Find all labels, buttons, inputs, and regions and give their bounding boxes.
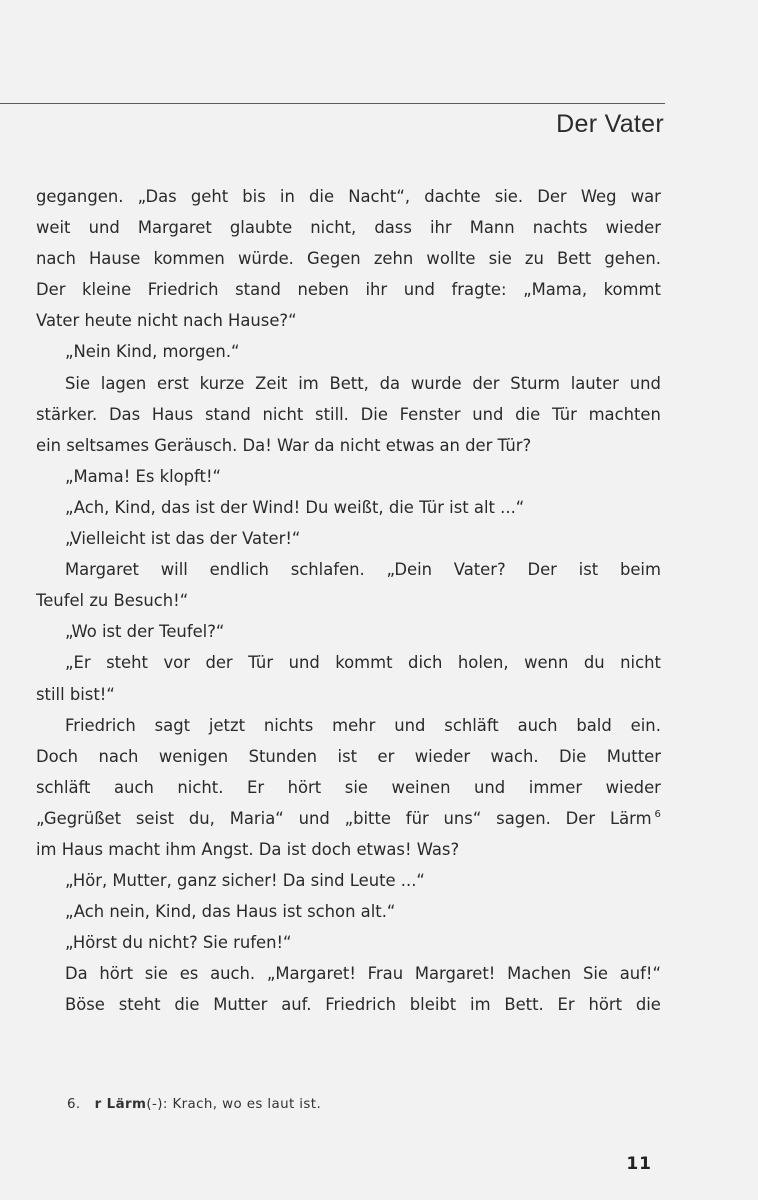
word: und	[88, 218, 120, 238]
word: nach	[36, 249, 76, 269]
line-text: „Ach, Kind, das ist der Wind! Du weißt, die Tür ist alt ...“	[65, 497, 525, 517]
text-line	[36, 305, 661, 336]
word: Sie	[65, 373, 91, 393]
word: steht	[118, 995, 161, 1015]
word: die	[635, 995, 661, 1015]
word: nicht,	[310, 218, 357, 238]
word: sagt	[154, 715, 191, 735]
word: der	[205, 653, 233, 673]
word: Bett,	[329, 373, 369, 393]
word: Margaret	[137, 218, 212, 238]
word: glaubte	[229, 218, 293, 238]
word: und	[472, 404, 504, 424]
footnote	[67, 1097, 321, 1112]
body-text	[36, 181, 661, 1021]
word: bleibt	[409, 995, 457, 1015]
word: Er	[557, 995, 575, 1015]
word: seist	[135, 808, 175, 828]
word: Der	[36, 280, 66, 300]
word: weit	[36, 218, 71, 238]
line-text: Vater heute nicht nach Hause?“	[36, 311, 297, 331]
word: ist	[337, 746, 358, 766]
word: Vater?	[453, 560, 506, 580]
word: auch	[114, 777, 154, 797]
word: Fenster	[399, 404, 461, 424]
word: weinen	[391, 777, 451, 797]
text-line	[36, 243, 661, 274]
word: beim	[619, 560, 661, 580]
word: auf!“	[619, 964, 661, 984]
word: wenn	[524, 653, 569, 673]
line-text: „Wo ist der Teufel?“	[65, 622, 225, 642]
word: ist	[578, 560, 599, 580]
word: schläft	[36, 777, 91, 797]
word: „Margaret!	[266, 964, 356, 984]
word: Friedrich	[147, 280, 219, 300]
text-line	[36, 399, 661, 430]
word: Doch	[36, 746, 79, 766]
word: die	[174, 995, 200, 1015]
word: Tür	[248, 653, 274, 673]
word: bald	[576, 715, 612, 735]
word: dass	[374, 218, 412, 238]
word: Friedrich	[325, 995, 396, 1015]
word: nichts	[263, 715, 314, 735]
word: erst	[157, 373, 189, 393]
word: nicht	[262, 404, 304, 424]
word: will	[160, 560, 188, 580]
text-line	[36, 181, 661, 212]
word: Der	[527, 560, 557, 580]
word: Margaret!	[414, 964, 496, 984]
word: und	[403, 280, 435, 300]
word: schläft	[444, 715, 499, 735]
word: holen,	[457, 653, 509, 673]
word: hört	[99, 964, 134, 984]
word: wollte	[426, 249, 476, 269]
word: bis	[242, 187, 266, 206]
word: steht	[106, 653, 148, 673]
word: und	[629, 373, 661, 393]
word: „Mama,	[523, 280, 588, 300]
word: und	[298, 808, 330, 828]
word: Bett	[557, 249, 592, 269]
chapter-title: Der Vater	[556, 110, 664, 138]
word: war	[630, 187, 661, 206]
word: Der	[537, 187, 567, 206]
word: hört	[287, 777, 322, 797]
word: uns“	[443, 808, 482, 828]
word: Friedrich	[65, 715, 136, 735]
word: still.	[315, 404, 349, 424]
word: endlich	[209, 560, 269, 580]
word: Bett.	[504, 995, 544, 1015]
word: immer	[528, 777, 583, 797]
word: Der	[565, 808, 596, 828]
text-line	[36, 927, 661, 958]
word: Tür	[551, 404, 577, 424]
text-line	[36, 958, 661, 989]
text-line	[36, 865, 661, 896]
word: würde.	[237, 249, 294, 269]
line-text: im Haus macht ihm Angst. Da ist doch etwas! Was?	[36, 839, 460, 859]
word: auch	[517, 715, 558, 735]
word: wach.	[490, 746, 539, 766]
word: Sie	[582, 964, 608, 984]
word: er	[377, 746, 395, 766]
word: „bitte	[344, 808, 391, 828]
word: machten	[588, 404, 661, 424]
line-text: „Vielleicht ist das der Vater!“	[65, 529, 301, 549]
word: ihr	[365, 280, 388, 300]
word: auf.	[281, 995, 312, 1015]
word: nachts	[532, 218, 588, 238]
word: im	[470, 995, 491, 1015]
word: und	[394, 715, 426, 735]
word: zu	[524, 249, 544, 269]
word: geht	[190, 187, 229, 206]
text-line	[36, 492, 661, 523]
text-line	[36, 585, 661, 616]
word: du,	[188, 808, 215, 828]
word: Lärm $^6$	[609, 808, 661, 828]
word: kommt	[603, 280, 661, 300]
word: fragte:	[451, 280, 507, 300]
word: Frau	[367, 964, 404, 984]
word: sie.	[494, 187, 524, 206]
word: sie	[144, 964, 168, 984]
text-line	[36, 679, 661, 710]
word: die	[515, 404, 541, 424]
text-line	[36, 647, 661, 678]
word: Machen	[507, 964, 572, 984]
word: stand	[204, 404, 251, 424]
word: und	[288, 653, 320, 673]
line-text: „Mama! Es klopft!“	[65, 466, 222, 486]
text-line	[36, 461, 661, 492]
text-line	[36, 336, 661, 367]
word: dich	[408, 653, 443, 673]
word: sagen.	[496, 808, 551, 828]
word: sie	[488, 249, 512, 269]
word: Das	[108, 404, 141, 424]
text-line	[36, 741, 661, 772]
word: stärker.	[36, 404, 98, 424]
word: kleine	[82, 280, 132, 300]
word: Margaret	[65, 560, 139, 580]
word: Stunden	[248, 746, 318, 766]
word: Zeit	[255, 373, 288, 393]
word: für	[405, 808, 429, 828]
word: Nacht“,	[348, 187, 411, 206]
header-rule	[0, 103, 665, 104]
footnote-term: r Lärm	[94, 1097, 147, 1112]
word: Mann	[469, 218, 515, 238]
word: hört	[588, 995, 623, 1015]
word: Sturm	[510, 373, 560, 393]
footnote-marker: 6	[654, 809, 661, 821]
line-text: „Hörst du nicht? Sie rufen!“	[65, 933, 292, 953]
word: Gegen	[307, 249, 361, 269]
word: „Das	[137, 187, 177, 206]
word: Weg	[580, 187, 617, 206]
line-text: still bist!“	[36, 684, 115, 704]
word: Die	[360, 404, 388, 424]
line-text: „Ach nein, Kind, das Haus ist schon alt.“	[65, 902, 396, 922]
word: mehr	[332, 715, 376, 735]
text-line	[36, 368, 661, 399]
word: Mutter	[213, 995, 268, 1015]
word: ein.	[630, 715, 661, 735]
word: zehn	[373, 249, 414, 269]
word: da	[379, 373, 401, 393]
word: wieder	[605, 218, 661, 238]
text-line	[36, 616, 661, 647]
word: „Er	[65, 653, 91, 673]
word: jetzt	[208, 715, 246, 735]
word: wenigen	[158, 746, 229, 766]
word: wieder	[414, 746, 471, 766]
word: nicht	[620, 653, 661, 673]
word: gehen.	[604, 249, 661, 269]
line-text: „Nein Kind, morgen.“	[65, 342, 240, 362]
word: sie	[344, 777, 368, 797]
word: Hause	[88, 249, 141, 269]
word: nach	[98, 746, 139, 766]
text-line	[36, 212, 661, 243]
word: lagen	[100, 373, 147, 393]
word: neben	[297, 280, 349, 300]
word: Die	[559, 746, 587, 766]
word: Mutter	[606, 746, 661, 766]
word: Maria“	[229, 808, 284, 828]
footnote-definition: Krach, wo es laut ist.	[172, 1097, 322, 1112]
word: die	[309, 187, 335, 206]
word: wurde	[410, 373, 462, 393]
word: kurze	[199, 373, 245, 393]
word: Da	[65, 964, 88, 984]
word: auch.	[210, 964, 256, 984]
word: im	[298, 373, 319, 393]
text-line	[36, 989, 661, 1020]
page-number: 11	[626, 1154, 652, 1174]
line-text: „Hör, Mutter, ganz sicher! Da sind Leute ...“	[65, 871, 425, 891]
word: „Dein	[386, 560, 433, 580]
word: stand	[235, 280, 281, 300]
text-line	[36, 896, 661, 927]
text-line	[36, 803, 661, 834]
word: Böse	[65, 995, 105, 1015]
word: „Gegrüßet	[36, 808, 122, 828]
word: dachte	[424, 187, 481, 206]
word: schlafen.	[290, 560, 365, 580]
word: kommen	[153, 249, 225, 269]
word: Er	[246, 777, 265, 797]
text-line	[36, 554, 661, 585]
word: gegangen.	[36, 187, 124, 206]
line-text: ein seltsames Geräusch. Da! War da nicht etwas an der Tür?	[36, 435, 532, 455]
footnote-grammar: (-):	[146, 1097, 168, 1112]
word: in	[279, 187, 295, 206]
word: ihr	[429, 218, 452, 238]
line-text: Teufel zu Besuch!“	[36, 591, 189, 611]
word: vor	[163, 653, 190, 673]
text-line	[36, 772, 661, 803]
footnote-number: 6.	[67, 1097, 81, 1112]
word: Haus	[151, 404, 194, 424]
word: es	[179, 964, 199, 984]
text-line	[36, 710, 661, 741]
word: du	[583, 653, 605, 673]
word: wieder	[605, 777, 661, 797]
text-line	[36, 430, 661, 461]
word: und	[474, 777, 506, 797]
text-line	[36, 834, 661, 865]
word: nicht.	[177, 777, 224, 797]
text-line	[36, 523, 661, 554]
word: lauter	[570, 373, 619, 393]
word: kommt	[335, 653, 393, 673]
text-line	[36, 274, 661, 305]
word: der	[472, 373, 500, 393]
